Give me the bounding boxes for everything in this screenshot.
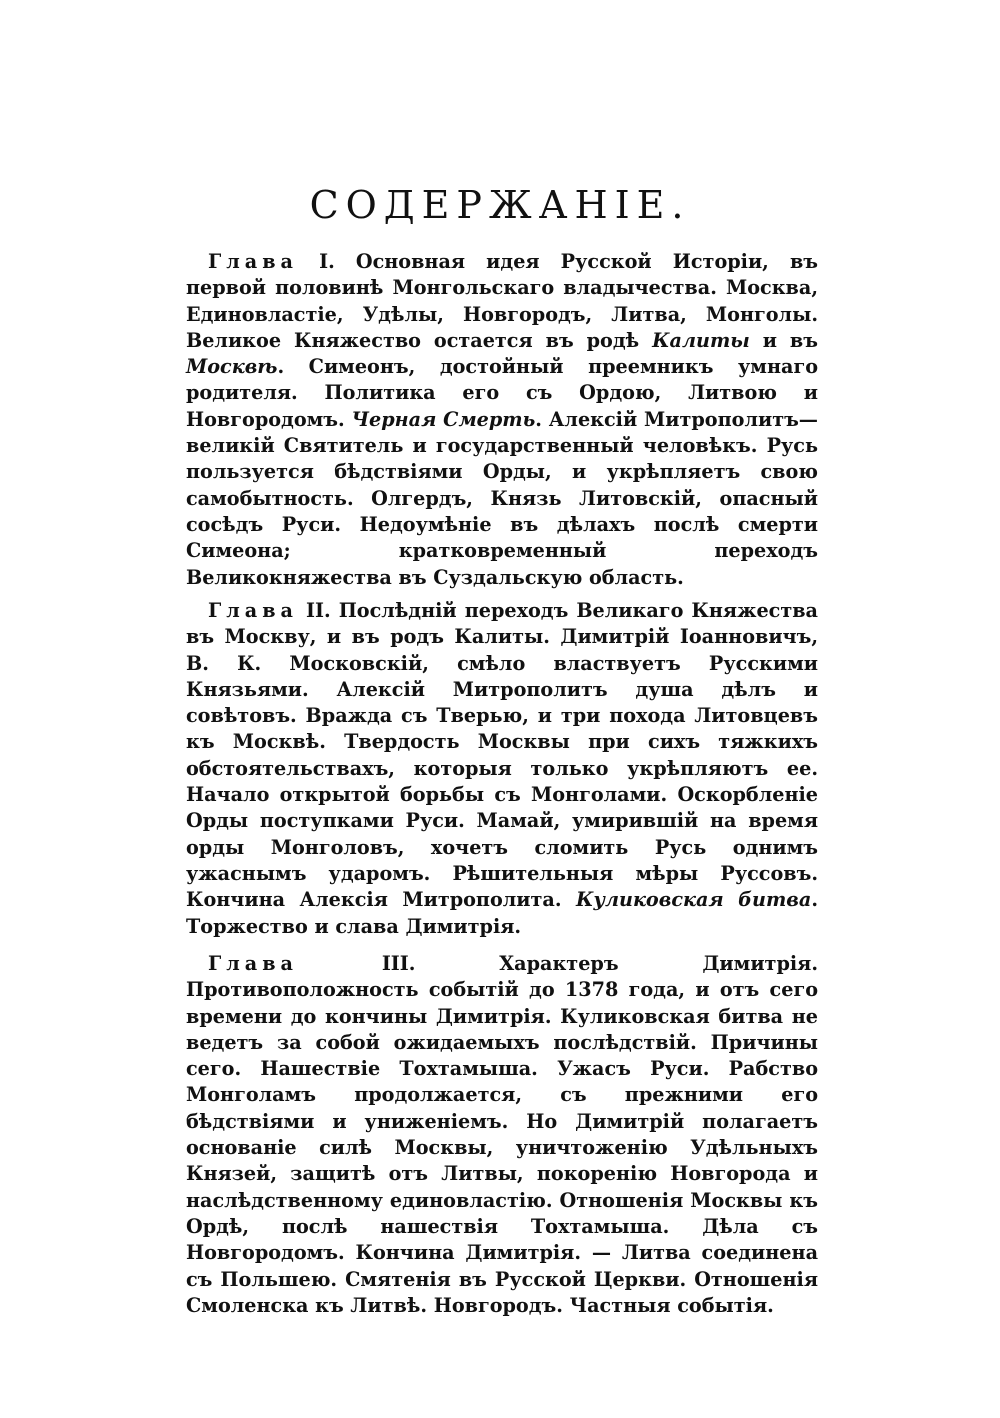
chapter-1-summary (186, 249, 818, 591)
chapter-2-summary (186, 598, 818, 940)
chapter-text-italic: Черная Смерть (351, 407, 536, 431)
chapter-label: Глава (208, 599, 298, 622)
chapter-label: Глава (208, 250, 298, 273)
page-title: СОДЕРЖАНІЕ. (309, 183, 691, 228)
chapter-text-segment: . Симеонъ, достойный преемникъ умнаго родителя. Политика его съ Ордою, Литвою и Новгородомъ. (186, 355, 818, 431)
chapter-text (186, 599, 818, 938)
chapter-text-segment: и въ (749, 328, 818, 352)
chapter-text-segment: . Торжество и слава Димитрія. (186, 888, 818, 938)
chapter-text-segment: . Алексій Митрополитъ—великій Святитель и государственный человѣкъ. Русь пользуется бѣдствіями Орды, и укрѣпляетъ свою самобытность. Олгердъ, Князь Литовскій, опасный сосѣдъ Руси. Недоумѣніе въ дѣлахъ послѣ смерти Симеона; кратковременный переходъ Великокняжества въ Суздальскую область. (186, 407, 818, 589)
chapter-text-segment: Характеръ Димитрія. Противоположность событій до 1378 года, и отъ сего времени до кончины Димитрія. Куликовская битва не ведетъ за собой ожидаемыхъ послѣдствій. Причины сего. Нашествіе Тохтамыша. Ужасъ Руси. Рабство Монголамъ продолжается, съ прежними его бѣдствіями и униженіемъ. Но Димитрій полагаетъ основаніе силѣ Москвы, уничтоженію Удѣльныхъ Князей, защитѣ отъ Литвы, покоренію Новгорода и наслѣдственному единовластію. Отношенія Москвы къ Ордѣ, послѣ нашествія Тохтамыша. Дѣла съ Новгородомъ. Кончина Димитрія. — Литва соединена съ Польшею. Смятенія въ Русской Церкви. Отношенія Смоленска къ Литвѣ. Новгородъ. Частныя событія. (186, 952, 819, 1317)
chapter-text (186, 952, 818, 1317)
chapter-3-summary (186, 951, 818, 1319)
chapter-text-italic: Калиты (652, 328, 750, 352)
chapter-text-italic: Куликовская битва (576, 888, 812, 912)
chapter-number: III. (381, 952, 416, 975)
chapter-text (186, 250, 818, 589)
chapter-heading (186, 250, 335, 273)
chapter-number: I. (319, 250, 335, 273)
chapter-heading (186, 952, 415, 975)
chapter-text-segment: Основная идея Русской Исторіи, въ первой половинѣ Монгольскаго владычества. Москва, Единовластіе, Удѣлы, Новгородъ, Литва, Монголы. Великое Княжество остается въ родѣ (186, 250, 819, 352)
chapter-heading (186, 599, 331, 622)
chapter-label: Глава (208, 952, 298, 975)
chapter-number: II. (306, 599, 331, 622)
chapter-text-segment: Послѣдній переходъ Великаго Княжества въ Москву, и въ родъ Калиты. Димитрій Іоанновичъ, В. К. Московскій, смѣло властвуетъ Русскими Князьями. Алексій Митрополитъ душа дѣлъ и совѣтовъ. Вражда съ Тверью, и три похода Литовцевъ къ Москвѣ. Твердость Москвы при сихъ тяжкихъ обстоятельствахъ, которыя только укрѣпляютъ ее. Начало открытой борьбы съ Монголами. Оскорбленіе Орды поступками Руси. Мамай, умирившій на время орды Монголовъ, хочетъ сломить Русь однимъ ужаснымъ ударомъ. Рѣшительныя мѣры Руссовъ. Кончина Алексія Митрополита. (186, 599, 818, 912)
chapter-text-italic: Москвѣ (186, 355, 278, 379)
